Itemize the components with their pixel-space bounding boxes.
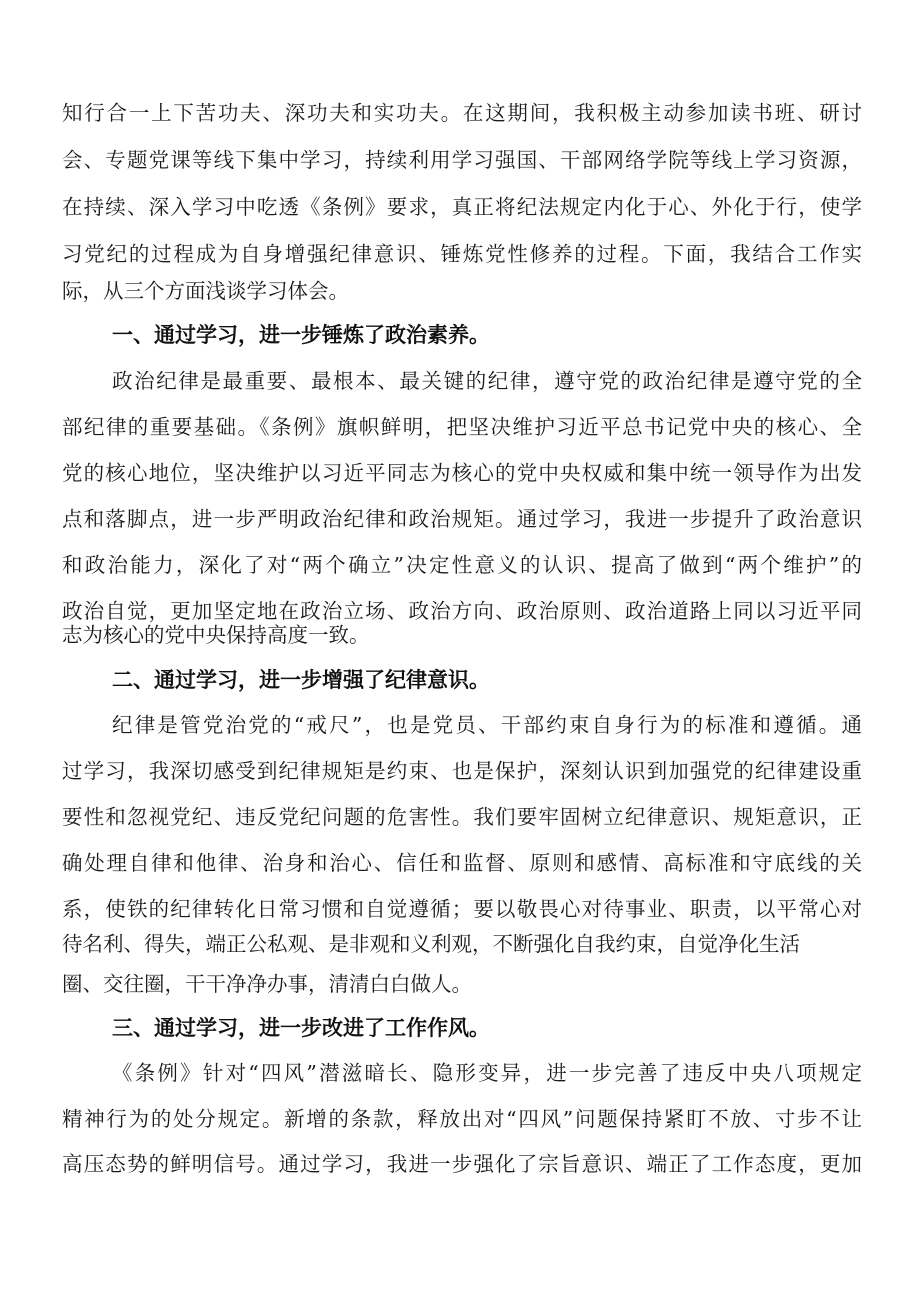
section-1-line-3: 党的核心地位，坚决维护以习近平同志为核心的党中央权威和集中统一领导作为出发: [62, 461, 862, 485]
intro-line-3: 在持续、深入学习中吃透《条例》要求，真正将纪法规定内化于心、外化于行，使学: [62, 195, 862, 219]
section-1-line-5: 和政治能力，深化了对“两个确立”决定性意义的认识、提高了做到“两个维护”的: [62, 553, 862, 577]
section-2-line-2: 过学习，我深切感受到纪律规矩是约束、也是保护，深刻认识到加强党的纪律建设重: [62, 759, 862, 783]
intro-line-2: 会、专题党课等线下集中学习，持续利用学习强国、干部网络学院等线上学习资源，: [62, 148, 862, 172]
section-1-heading: 一、通过学习，进一步锤炼了政治素养。: [112, 323, 490, 347]
section-1-line-1: 政治纪律是最重要、最根本、最关键的纪律，遵守党的政治纪律是遵守党的全: [112, 369, 862, 393]
section-2-line-7: 圈、交往圈，干干净净办事，清清白白做人。: [62, 972, 472, 996]
section-2-heading: 二、通过学习，进一步增强了纪律意识。: [112, 668, 490, 692]
section-2-line-5: 系，使铁的纪律转化日常习惯和自觉遵循；要以敬畏心对待事业、职责，以平常心对: [62, 897, 862, 921]
intro-line-5: 际，从三个方面浅谈学习体会。: [62, 279, 349, 303]
intro-line-1: 知行合一上下苦功夫、深功夫和实功夫。在这期间，我积极主动参加读书班、研讨: [62, 101, 862, 125]
section-1-line-2: 部纪律的重要基础。《条例》旗帜鲜明，把坚决维护习近平总书记党中央的核心、全: [62, 415, 862, 439]
section-2-line-1: 纪律是管党治党的“戒尺”，也是党员、干部约束自身行为的标准和遵循。通: [112, 713, 862, 737]
section-3-heading: 三、通过学习，进一步改进了工作作风。: [112, 1016, 490, 1040]
section-2-line-6: 待名利、得失，端正公私观、是非观和义利观，不断强化自我约束，自觉净化生活: [62, 932, 800, 956]
section-1-line-7: 志为核心的党中央保持高度一致。: [62, 623, 370, 647]
section-2-line-4: 确处理自律和他律、治身和治心、信任和监督、原则和感情、高标准和守底线的关: [62, 851, 862, 875]
section-1-line-6: 政治自觉，更加坚定地在政治立场、政治方向、政治原则、政治道路上同以习近平同: [62, 599, 862, 623]
section-1-line-4: 点和落脚点，进一步严明政治纪律和政治规矩。通过学习，我进一步提升了政治意识: [62, 507, 862, 531]
section-3-line-1: 《条例》针对“四风”潜滋暗长、隐形变异，进一步完善了违反中央八项规定: [112, 1061, 862, 1085]
intro-line-4: 习党纪的过程成为自身增强纪律意识、锤炼党性修养的过程。下面，我结合工作实: [62, 242, 862, 266]
section-3-line-2: 精神行为的处分规定。新增的条款，释放出对“四风”问题保持紧盯不放、寸步不让: [62, 1107, 862, 1131]
section-3-line-3: 高压态势的鲜明信号。通过学习，我进一步强化了宗旨意识、端正了工作态度，更加: [62, 1152, 862, 1176]
section-2-line-3: 要性和忽视党纪、违反党纪问题的危害性。我们要牢固树立纪律意识、规矩意识，正: [62, 805, 862, 829]
